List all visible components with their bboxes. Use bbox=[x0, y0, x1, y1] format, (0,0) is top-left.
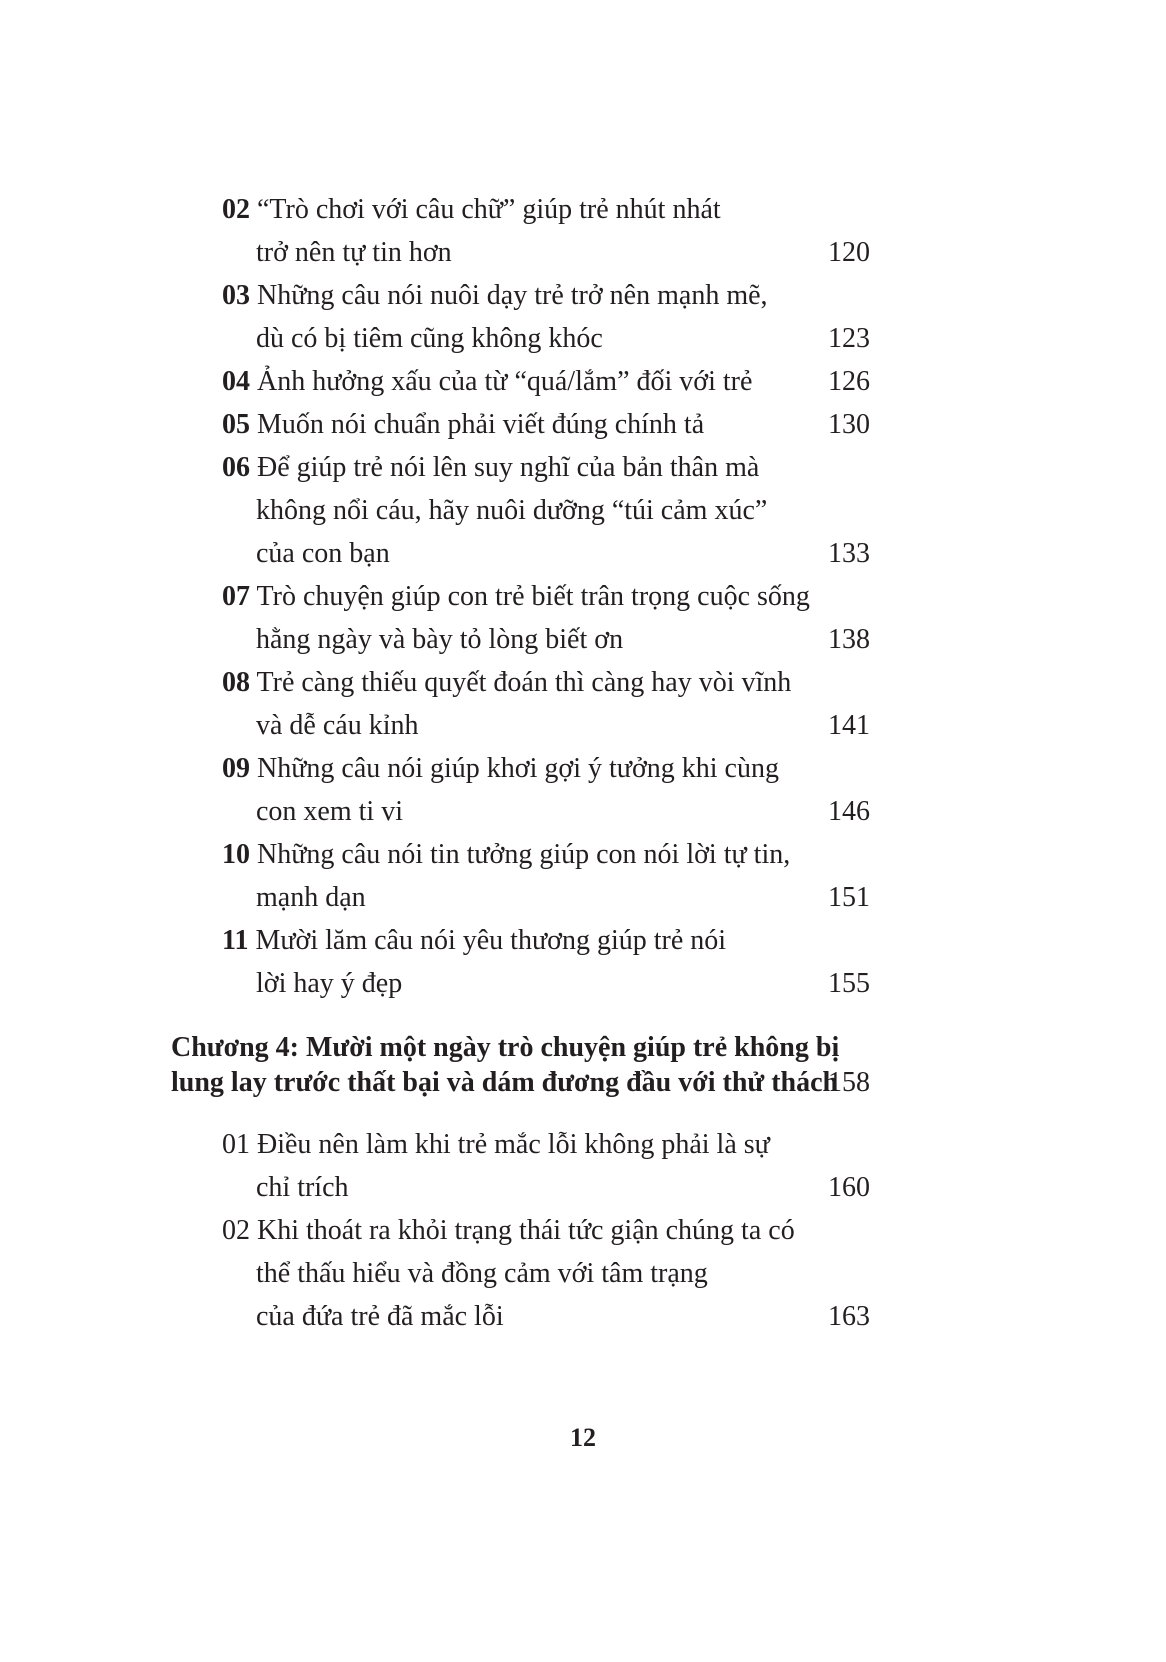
toc-entry-line bbox=[256, 881, 366, 915]
toc-entry-line bbox=[256, 1171, 349, 1205]
toc-entry-line bbox=[222, 752, 779, 786]
toc-entry-title: Để giúp trẻ nói lên suy nghĩ của bản thân mà bbox=[257, 452, 760, 483]
toc-entry-line bbox=[256, 623, 623, 657]
chapter-title-line: lung lay trước thất bại và dám đương đầu với thử thách bbox=[171, 1067, 839, 1098]
toc-entry-line bbox=[222, 193, 721, 227]
toc-entry-line bbox=[222, 1128, 770, 1162]
toc-page-number: 126 bbox=[828, 366, 870, 397]
toc-entry-title: thể thấu hiểu và đồng cảm với tâm trạng bbox=[256, 1258, 708, 1289]
toc-entry-line bbox=[222, 580, 810, 614]
toc-page-number: 163 bbox=[828, 1301, 870, 1332]
toc-entry-title: của đứa trẻ đã mắc lỗi bbox=[256, 1301, 504, 1332]
toc-entry-number: 03 bbox=[222, 280, 250, 311]
toc-entry-number: 05 bbox=[222, 409, 250, 440]
toc-page-number: 155 bbox=[828, 968, 870, 999]
toc-entry-line bbox=[222, 365, 752, 399]
toc-entry-line bbox=[222, 1214, 795, 1248]
toc-entry-line bbox=[256, 537, 390, 571]
toc-entry-line bbox=[222, 924, 726, 958]
toc-entry-line bbox=[256, 494, 767, 528]
toc-entry-line bbox=[256, 967, 402, 1001]
toc-entry-title: của con bạn bbox=[256, 538, 390, 569]
toc-entry-title: không nổi cáu, hãy nuôi dưỡng “túi cảm xúc” bbox=[256, 495, 768, 526]
toc-page-number: 120 bbox=[828, 237, 870, 268]
toc-entry-line bbox=[222, 279, 768, 313]
toc-entry-line bbox=[222, 451, 759, 485]
page-number: 12 bbox=[570, 1423, 596, 1452]
toc-entry-title: dù có bị tiêm cũng không khóc bbox=[256, 323, 603, 354]
toc-page-number: 133 bbox=[828, 538, 870, 569]
toc-entry-line bbox=[256, 236, 452, 270]
toc-page-number: 123 bbox=[828, 323, 870, 354]
toc-entry-title: trở nên tự tin hơn bbox=[256, 237, 452, 268]
toc-entry-line bbox=[256, 1257, 708, 1291]
toc-entry-number: 02 bbox=[222, 1215, 250, 1246]
toc-entry-title: Trò chuyện giúp con trẻ biết trân trọng cuộc sống bbox=[256, 581, 810, 612]
toc-entry-title: hằng ngày và bày tỏ lòng biết ơn bbox=[256, 624, 624, 655]
toc-page-number: 138 bbox=[828, 624, 870, 655]
toc-entry-title: con xem ti vi bbox=[256, 796, 403, 827]
toc-entry-title: Những câu nói giúp khơi gợi ý tưởng khi cùng bbox=[257, 753, 779, 784]
toc-entry-line bbox=[222, 838, 790, 872]
toc-entry-number: 01 bbox=[222, 1129, 250, 1160]
toc-entry-line bbox=[256, 795, 403, 829]
toc-page-number: 151 bbox=[828, 882, 870, 913]
chapter-title-line: Chương 4: Mười một ngày trò chuyện giúp trẻ không bị bbox=[171, 1032, 840, 1063]
toc-page-number: 130 bbox=[828, 409, 870, 440]
toc-entry-title: và dễ cáu kỉnh bbox=[256, 710, 419, 741]
toc-entry-line bbox=[256, 709, 419, 743]
toc-entry-line bbox=[256, 322, 603, 356]
toc-entry-line bbox=[222, 408, 704, 442]
toc-entry-number: 08 bbox=[222, 667, 250, 698]
toc-entry-title: Khi thoát ra khỏi trạng thái tức giận chúng ta có bbox=[257, 1215, 795, 1246]
toc-entry-number: 02 bbox=[222, 194, 250, 225]
toc-entry-title: Những câu nói nuôi dạy trẻ trở nên mạnh mẽ, bbox=[257, 280, 768, 311]
toc-entry-title: Điều nên làm khi trẻ mắc lỗi không phải là sự bbox=[257, 1129, 770, 1160]
toc-page-number: 141 bbox=[828, 710, 870, 741]
toc-entry-number: 09 bbox=[222, 753, 250, 784]
toc-entry-title: Ảnh hưởng xấu của từ “quá/lắm” đối với trẻ bbox=[257, 366, 753, 397]
toc-page-number: 160 bbox=[828, 1172, 870, 1203]
toc-entry-title: Những câu nói tin tưởng giúp con nói lời tự tin, bbox=[257, 839, 791, 870]
toc-entry-line bbox=[256, 1300, 504, 1334]
toc-entry-title: chỉ trích bbox=[256, 1172, 349, 1203]
toc-entry-title: Muốn nói chuẩn phải viết đúng chính tả bbox=[257, 409, 705, 440]
toc-entry-number: 10 bbox=[222, 839, 250, 870]
chapter-page-number: 158 bbox=[828, 1067, 870, 1098]
toc-entry-title: Mười lăm câu nói yêu thương giúp trẻ nói bbox=[255, 925, 727, 956]
toc-entry-title: lời hay ý đẹp bbox=[256, 968, 403, 999]
toc-entry-title: “Trò chơi với câu chữ” giúp trẻ nhút nhát bbox=[257, 194, 721, 225]
toc-entry-number: 07 bbox=[222, 581, 250, 612]
toc-entry-number: 06 bbox=[222, 452, 250, 483]
toc-entry-number: 04 bbox=[222, 366, 250, 397]
toc-entry-number: 11 bbox=[222, 925, 249, 956]
toc-page-number: 146 bbox=[828, 796, 870, 827]
toc-entry-title: mạnh dạn bbox=[256, 882, 366, 913]
toc-entry-title: Trẻ càng thiếu quyết đoán thì càng hay vòi vĩnh bbox=[256, 667, 792, 698]
toc-entry-line bbox=[222, 666, 791, 700]
